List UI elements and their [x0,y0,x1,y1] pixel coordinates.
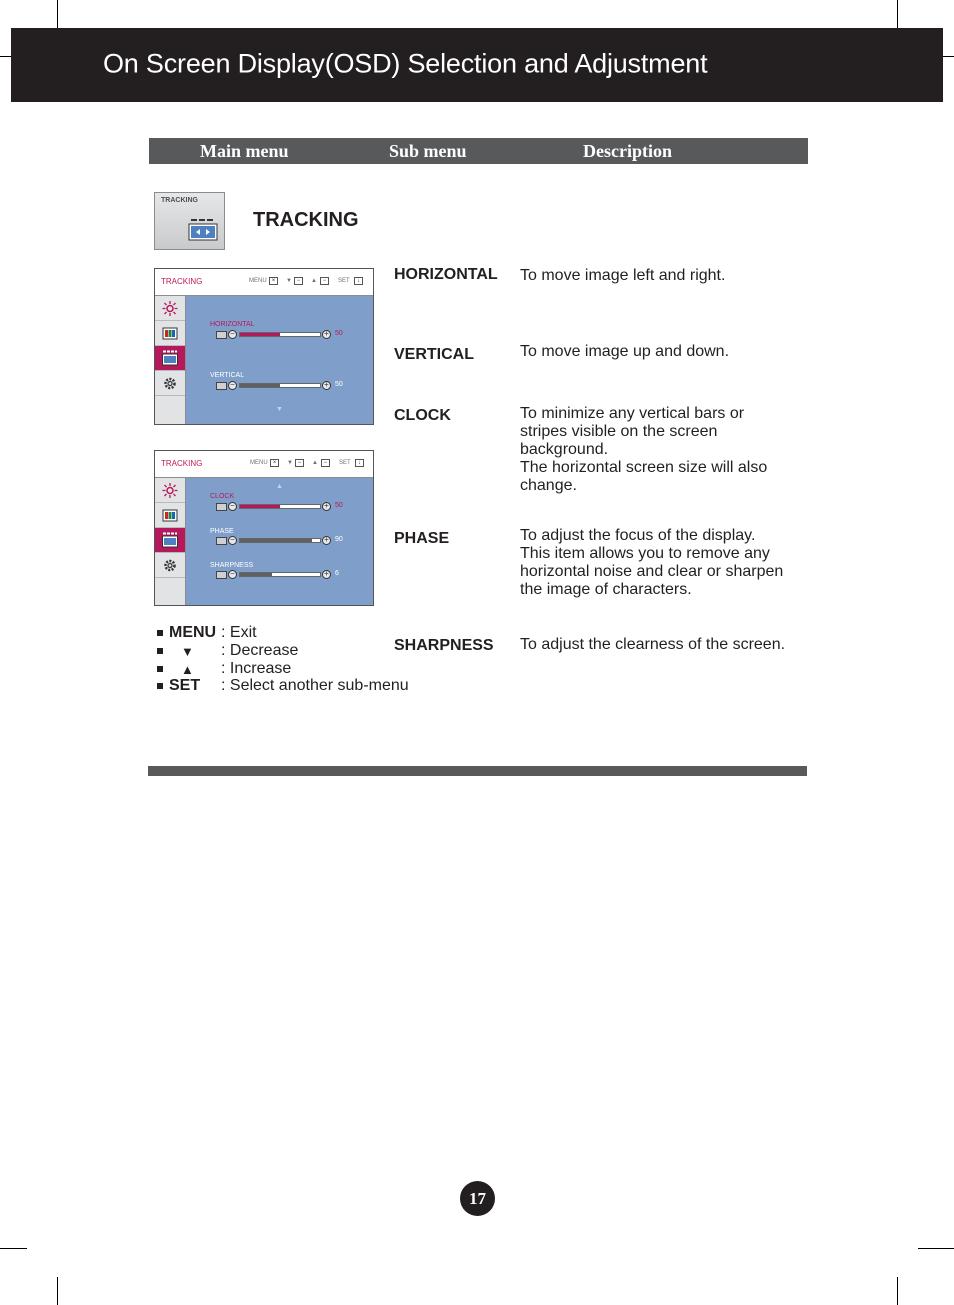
brightness-icon [161,300,179,317]
osd-tracking-screen-1 [154,268,374,425]
description-horizontal [520,267,810,285]
bullet-icon [157,648,163,654]
plus-icon: + [322,330,331,339]
osd-menu-label: MENU [249,278,267,284]
osd-exit-icon: × [270,459,279,467]
osd-setup-tab [155,553,185,578]
description-line: stripes visible on the screen [520,423,718,440]
submenu-phase: PHASE [394,530,450,547]
osd-minus-icon: − [295,459,304,467]
vertical-icon [216,382,227,390]
osd-up-icon: ▲ [312,460,318,466]
osd-tracking-screen-2 [154,450,374,606]
section-title: TRACKING [253,209,359,231]
slider-fill [240,384,280,387]
osd-down-icon: ▼ [287,460,293,466]
slider-fill [240,539,312,542]
osd-menu-name: TRACKING [161,459,203,468]
osd-horizontal-slider [239,332,321,337]
osd-brightness-tab [155,478,185,503]
crop-mark [57,1277,58,1305]
osd-plus-icon: − [320,277,329,285]
osd-sharpness-value: 6 [335,570,339,577]
legend-up-text: : Increase [221,660,292,677]
osd-panel [186,478,373,605]
color-icon [161,507,179,524]
osd-enter-icon: ↓ [355,459,364,467]
crop-mark [897,1277,898,1305]
osd-color-tab [155,503,185,528]
tracking-icon [188,219,218,241]
slider-fill [240,573,272,576]
description-line: change. [520,477,577,494]
crop-mark [897,0,898,28]
osd-sharpness-label: SHARPNESS [210,562,254,569]
osd-setup-tab [155,371,185,396]
osd-down-icon: ▼ [286,278,292,284]
column-header-bar [149,138,808,164]
sharpness-icon [216,571,227,579]
submenu-vertical: VERTICAL [394,346,474,363]
description-line: the image of characters. [520,581,692,598]
color-icon [161,325,179,342]
phase-icon [216,537,227,545]
description-line: To move image up and down. [520,343,730,360]
legend-menu-key: MENU [169,624,217,641]
osd-clock-slider [239,504,321,509]
brightness-icon [161,482,179,499]
page-number: 17 [460,1181,495,1216]
slider-fill [240,333,280,336]
osd-up-icon: ▲ [311,278,317,284]
legend-menu-text: : Exit [221,624,257,641]
up-arrow-icon: ▲ [181,662,194,677]
description-sharpness [520,636,810,654]
tracking-menu-icon-label: TRACKING [161,197,198,204]
osd-sidebar [155,478,186,605]
bullet-icon [157,683,163,689]
osd-tracking-tab [155,528,185,553]
description-phase [520,527,810,599]
osd-top-bar [155,269,373,296]
description-line: To minimize any vertical bars or [520,405,745,422]
scroll-down-icon: ▼ [276,406,283,413]
osd-tracking-tab [155,346,185,371]
scroll-up-icon: ▲ [276,483,283,490]
legend-set-text: : Select another sub-menu [221,677,409,694]
horizontal-icon [216,331,227,339]
osd-clock-value: 50 [335,502,343,509]
osd-phase-value: 90 [335,536,343,543]
plus-icon: + [322,502,331,511]
osd-phase-label: PHASE [210,528,234,535]
osd-panel [186,296,373,424]
bottom-rule [148,766,807,776]
osd-phase-slider [239,538,321,543]
osd-sharpness-slider [239,572,321,577]
minus-icon: − [228,570,237,579]
osd-menu-label: MENU [250,460,268,466]
osd-color-tab [155,321,185,346]
legend-down-text: : Decrease [221,642,299,659]
tracking-icon [161,350,179,367]
description-vertical [520,343,810,361]
plus-icon: + [322,381,331,390]
osd-vertical-slider [239,383,321,388]
submenu-clock: CLOCK [394,407,451,424]
description-line: The horizontal screen size will also [520,459,768,476]
down-arrow-icon: ▼ [181,644,194,659]
osd-top-bar [155,451,373,478]
submenu-sharpness: SHARPNESS [394,637,494,654]
osd-horizontal-value: 50 [335,330,343,337]
column-sub-menu: Sub menu [389,141,467,161]
gear-icon [161,557,179,574]
crop-mark [918,1248,954,1249]
description-line: horizontal noise and clear or sharpen [520,563,784,580]
bullet-icon [157,666,163,672]
osd-clock-label: CLOCK [210,493,235,500]
osd-enter-icon: ↓ [354,277,363,285]
gear-icon [161,375,179,392]
description-line: To adjust the focus of the display. [520,527,756,544]
description-line: To move image left and right. [520,267,726,284]
crop-mark [0,56,11,57]
description-line: This item allows you to remove any [520,545,770,562]
osd-minus-icon: − [294,277,303,285]
osd-vertical-label: VERTICAL [210,372,245,379]
clock-icon [216,503,227,511]
plus-icon: + [322,536,331,545]
osd-set-label: SET [338,278,350,284]
minus-icon: − [228,381,237,390]
column-main-menu: Main menu [200,141,289,161]
tracking-menu-icon [154,192,225,250]
column-description: Description [583,141,672,161]
crop-mark [57,0,58,28]
crop-mark [0,1248,27,1249]
osd-set-label: SET [339,460,351,466]
minus-icon: − [228,536,237,545]
minus-icon: − [228,330,237,339]
osd-brightness-tab [155,296,185,321]
description-clock [520,405,810,495]
plus-icon: + [322,570,331,579]
osd-vertical-value: 50 [335,381,343,388]
osd-horizontal-label: HORIZONTAL [210,321,255,328]
description-line: background. [520,441,609,458]
page-title: On Screen Display(OSD) Selection and Adjustment [103,48,708,79]
osd-plus-icon: − [321,459,330,467]
osd-sidebar [155,296,186,424]
description-line: To adjust the clearness of the screen. [520,636,786,653]
osd-menu-name: TRACKING [161,277,203,286]
legend-set-key: SET [169,677,201,694]
minus-icon: − [228,502,237,511]
slider-fill [240,505,280,508]
submenu-horizontal: HORIZONTAL [394,266,498,283]
bullet-icon [157,630,163,636]
crop-mark [943,56,954,57]
osd-exit-icon: × [269,277,278,285]
tracking-icon [161,532,179,549]
